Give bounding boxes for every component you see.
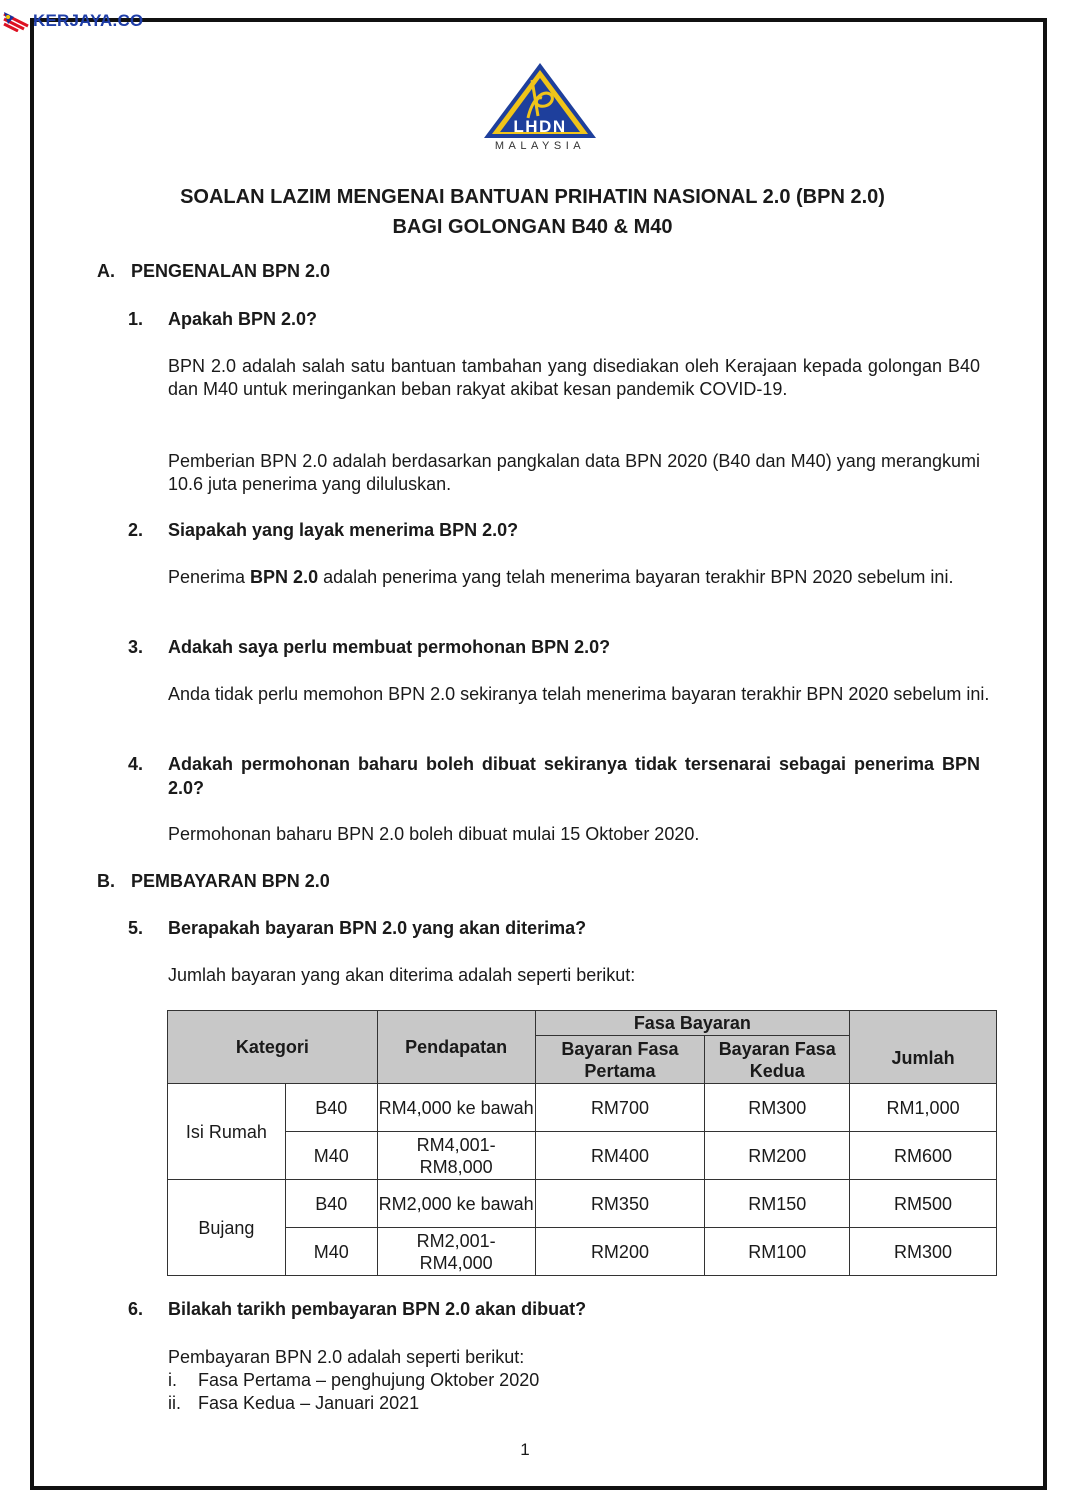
question-4-number: 4. (128, 754, 144, 774)
malaysia-flag-icon (2, 10, 30, 32)
list-item (168, 1392, 868, 1415)
category-cell: B40 (285, 1084, 377, 1132)
total-cell: RM500 (850, 1180, 997, 1228)
question-1-text: Apakah BPN 2.0? (168, 309, 318, 329)
logo-country: MALAYSIA (494, 140, 586, 152)
phase1-cell: RM350 (535, 1180, 705, 1228)
payment-schedule-intro: Pembayaran BPN 2.0 adalah seperti berikut: (168, 1347, 525, 1367)
bpn-bold-term: BPN 2.0 (250, 567, 319, 587)
document-title-line2: BAGI GOLONGAN B40 & M40 (392, 216, 673, 238)
question-5-answer: Jumlah bayaran yang akan diterima adalah seperti berikut: (168, 965, 636, 985)
section-a-title: PENGENALAN BPN 2.0 (131, 261, 331, 281)
table-row (168, 1132, 997, 1180)
list-item (168, 1369, 868, 1392)
question-3-number: 3. (128, 637, 144, 657)
category-cell: M40 (285, 1132, 377, 1180)
header-kategori: Kategori (168, 1011, 378, 1084)
section-a-letter: A. (97, 261, 115, 281)
section-b-letter: B. (97, 871, 115, 891)
payment-table (167, 1010, 997, 1276)
list-item-number: i. (168, 1370, 177, 1390)
list-item-text: Fasa Pertama – penghujung Oktober 2020 (198, 1370, 540, 1390)
income-cell: RM4,001-RM8,000 (377, 1132, 535, 1180)
header-bayaran-kedua: Bayaran Fasa Kedua (705, 1036, 850, 1084)
total-cell: RM600 (850, 1132, 997, 1180)
logo-abbreviation: LHDN (513, 117, 567, 136)
category-cell: B40 (285, 1180, 377, 1228)
question-4-text: Adakah permohonan baharu boleh dibuat sekiranya tidak tersenarai sebagai penerima BPN 2.0? (168, 754, 980, 798)
question-5-text: Berapakah bayaran BPN 2.0 yang akan diterima? (168, 918, 587, 938)
question-4-answer: Permohonan baharu BPN 2.0 boleh dibuat mulai 15 Oktober 2020. (168, 824, 700, 844)
group-bujang: Bujang (168, 1180, 286, 1276)
header-pendapatan: Pendapatan (377, 1011, 535, 1084)
question-5-number: 5. (128, 918, 144, 938)
phase2-cell: RM200 (705, 1132, 850, 1180)
question-2-answer: Penerima BPN 2.0 adalah penerima yang telah menerima bayaran terakhir BPN 2020 sebelum ini. (168, 567, 954, 587)
table-row (168, 1084, 997, 1132)
question-3-text: Adakah saya perlu membuat permohonan BPN 2.0? (168, 637, 611, 657)
income-cell: RM4,000 ke bawah (377, 1084, 535, 1132)
question-2-number: 2. (128, 520, 144, 540)
question-1-number: 1. (128, 309, 144, 329)
watermark (2, 10, 143, 32)
question-1-answer-p1: BPN 2.0 adalah salah satu bantuan tambahan yang disediakan oleh Kerajaan kepada golongan B40 dan M40 untuk meringankan beban rakyat akibat kesan pandemik COVID-19. (168, 356, 980, 399)
watermark-text: KERJAYA.CO (33, 11, 144, 30)
section-b-title: PEMBAYARAN BPN 2.0 (131, 871, 330, 891)
header-fasa-bayaran: Fasa Bayaran (535, 1011, 850, 1036)
lhdn-logo (470, 60, 610, 156)
question-6-text: Bilakah tarikh pembayaran BPN 2.0 akan dibuat? (168, 1299, 587, 1319)
income-cell: RM2,000 ke bawah (377, 1180, 535, 1228)
phase1-cell: RM700 (535, 1084, 705, 1132)
page-number: 1 (520, 1440, 530, 1459)
header-bayaran-pertama: Bayaran Fasa Pertama (535, 1036, 705, 1084)
question-3-answer: Anda tidak perlu memohon BPN 2.0 sekiranya telah menerima bayaran terakhir BPN 2020 sebelum ini. (168, 684, 990, 704)
table-row (168, 1228, 997, 1276)
question-2-text: Siapakah yang layak menerima BPN 2.0? (168, 520, 519, 540)
payment-schedule (168, 1346, 868, 1415)
phase2-cell: RM150 (705, 1180, 850, 1228)
category-cell: M40 (285, 1228, 377, 1276)
list-item-number: ii. (168, 1393, 181, 1413)
total-cell: RM300 (850, 1228, 997, 1276)
question-1-answer-p2: Pemberian BPN 2.0 adalah berdasarkan pangkalan data BPN 2020 (B40 dan M40) yang merangkumi 10.6 juta penerima yang diluluskan. (168, 451, 980, 494)
phase2-cell: RM300 (705, 1084, 850, 1132)
phase1-cell: RM200 (535, 1228, 705, 1276)
total-cell: RM1,000 (850, 1084, 997, 1132)
income-cell: RM2,001-RM4,000 (377, 1228, 535, 1276)
question-6-number: 6. (128, 1299, 144, 1319)
phase2-cell: RM100 (705, 1228, 850, 1276)
phase1-cell: RM400 (535, 1132, 705, 1180)
header-jumlah: Jumlah (850, 1011, 997, 1084)
table-row (168, 1180, 997, 1228)
document-title-line1: SOALAN LAZIM MENGENAI BANTUAN PRIHATIN NASIONAL 2.0 (BPN 2.0) (180, 186, 885, 208)
group-isi-rumah: Isi Rumah (168, 1084, 286, 1180)
list-item-text: Fasa Kedua – Januari 2021 (198, 1393, 420, 1413)
